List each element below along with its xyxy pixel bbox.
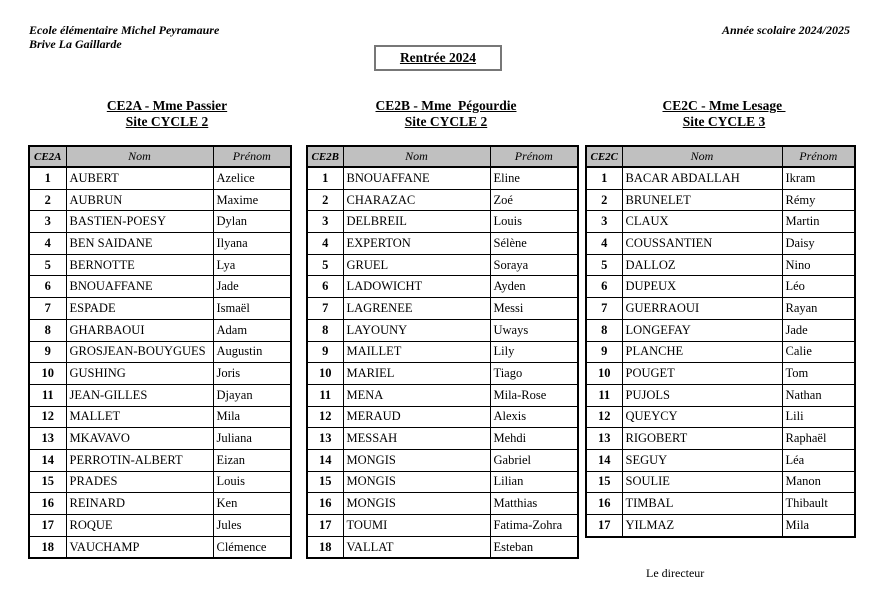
class-teacher: CE2C - Mme Lesage	[662, 98, 786, 113]
class-list-ce2b	[306, 145, 579, 559]
student-last-name: MESSAH	[343, 428, 490, 450]
student-last-name: ROQUE	[66, 515, 213, 537]
student-first-name: Daisy	[782, 233, 855, 255]
student-first-name: Jules	[213, 515, 291, 537]
table-row	[307, 189, 578, 211]
table-row	[307, 471, 578, 493]
student-last-name: MONGIS	[343, 449, 490, 471]
student-last-name: COUSSANTIEN	[622, 233, 782, 255]
student-first-name: Martin	[782, 211, 855, 233]
student-last-name: VAUCHAMP	[66, 536, 213, 558]
student-number: 16	[307, 493, 343, 515]
table-row	[586, 211, 855, 233]
student-number: 11	[307, 384, 343, 406]
student-number: 2	[307, 189, 343, 211]
student-last-name: YILMAZ	[622, 515, 782, 537]
class-site: Site CYCLE 3	[682, 114, 766, 129]
student-last-name: BACAR ABDALLAH	[622, 167, 782, 189]
student-first-name: Adam	[213, 319, 291, 341]
table-row	[586, 384, 855, 406]
student-first-name: Eizan	[213, 449, 291, 471]
student-number: 5	[586, 254, 622, 276]
table-row	[586, 493, 855, 515]
student-first-name: Louis	[490, 211, 578, 233]
student-number: 6	[307, 276, 343, 298]
prenom-header: Prénom	[782, 146, 855, 167]
table-row	[307, 536, 578, 558]
student-last-name: MONGIS	[343, 493, 490, 515]
table-row	[586, 276, 855, 298]
table-row	[586, 298, 855, 320]
school-city: Brive La Gaillarde	[29, 37, 122, 51]
table-row	[586, 233, 855, 255]
student-first-name: Dylan	[213, 211, 291, 233]
student-first-name: Ilyana	[213, 233, 291, 255]
prenom-header: Prénom	[490, 146, 578, 167]
student-number: 4	[307, 233, 343, 255]
student-number: 4	[586, 233, 622, 255]
student-number: 3	[29, 211, 66, 233]
student-first-name: Augustin	[213, 341, 291, 363]
student-number: 7	[586, 298, 622, 320]
student-number: 5	[29, 254, 66, 276]
table-row	[307, 428, 578, 450]
student-number: 9	[586, 341, 622, 363]
student-number: 18	[29, 536, 66, 558]
student-number: 7	[29, 298, 66, 320]
student-last-name: BERNOTTE	[66, 254, 213, 276]
student-first-name: Lili	[782, 406, 855, 428]
student-last-name: TOUMI	[343, 515, 490, 537]
table-header-row	[586, 146, 855, 167]
student-last-name: POUGET	[622, 363, 782, 385]
table-row	[586, 319, 855, 341]
student-first-name: Maxime	[213, 189, 291, 211]
student-first-name: Louis	[213, 471, 291, 493]
student-number: 12	[307, 406, 343, 428]
student-last-name: BEN SAIDANE	[66, 233, 213, 255]
nom-header: Nom	[66, 146, 213, 167]
student-first-name: Sélène	[490, 233, 578, 255]
table-row	[307, 384, 578, 406]
student-last-name: PRADES	[66, 471, 213, 493]
table-row	[29, 276, 291, 298]
table-row	[29, 384, 291, 406]
table-row	[307, 167, 578, 189]
class-site: Site CYCLE 2	[125, 114, 209, 129]
student-number: 8	[586, 319, 622, 341]
student-last-name: MERAUD	[343, 406, 490, 428]
table-row	[307, 515, 578, 537]
student-last-name: MONGIS	[343, 471, 490, 493]
table-row	[29, 363, 291, 385]
student-number: 6	[29, 276, 66, 298]
class-list-ce2c	[585, 145, 856, 538]
student-last-name: LADOWICHT	[343, 276, 490, 298]
student-first-name: Clémence	[213, 536, 291, 558]
school-header	[29, 23, 219, 51]
student-last-name: TIMBAL	[622, 493, 782, 515]
student-number: 13	[307, 428, 343, 450]
table-row	[586, 428, 855, 450]
student-number: 5	[307, 254, 343, 276]
student-last-name: GHARBAOUI	[66, 319, 213, 341]
student-last-name: GUERRAOUI	[622, 298, 782, 320]
student-last-name: REINARD	[66, 493, 213, 515]
student-number: 15	[29, 471, 66, 493]
student-number: 2	[586, 189, 622, 211]
table-row	[307, 341, 578, 363]
student-number: 9	[307, 341, 343, 363]
student-number: 1	[586, 167, 622, 189]
table-row	[307, 298, 578, 320]
student-first-name: Tiago	[490, 363, 578, 385]
student-last-name: ESPADE	[66, 298, 213, 320]
student-last-name: CHARAZAC	[343, 189, 490, 211]
table-row	[586, 363, 855, 385]
student-first-name: Nathan	[782, 384, 855, 406]
student-first-name: Calie	[782, 341, 855, 363]
nom-header: Nom	[622, 146, 782, 167]
student-number: 1	[307, 167, 343, 189]
student-last-name: PERROTIN-ALBERT	[66, 449, 213, 471]
table-row	[29, 428, 291, 450]
student-first-name: Ismaël	[213, 298, 291, 320]
student-number: 10	[29, 363, 66, 385]
student-last-name: SEGUY	[622, 449, 782, 471]
table-row	[29, 341, 291, 363]
class-teacher: CE2A - Mme Passier	[106, 98, 228, 113]
student-number: 9	[29, 341, 66, 363]
student-first-name: Ken	[213, 493, 291, 515]
table-header-row	[307, 146, 578, 167]
table-row	[307, 493, 578, 515]
student-number: 1	[29, 167, 66, 189]
student-last-name: MENA	[343, 384, 490, 406]
student-number: 10	[586, 363, 622, 385]
student-number: 3	[586, 211, 622, 233]
table-row	[586, 167, 855, 189]
student-last-name: BRUNELET	[622, 189, 782, 211]
table-row	[29, 536, 291, 558]
student-last-name: MARIEL	[343, 363, 490, 385]
table-row	[29, 449, 291, 471]
student-number: 13	[29, 428, 66, 450]
student-first-name: Juliana	[213, 428, 291, 450]
student-number: 6	[586, 276, 622, 298]
table-row	[29, 233, 291, 255]
student-last-name: SOULIE	[622, 471, 782, 493]
student-first-name: Ikram	[782, 167, 855, 189]
class-title-ce2b	[326, 98, 566, 130]
student-first-name: Soraya	[490, 254, 578, 276]
table-row	[307, 406, 578, 428]
student-last-name: DALLOZ	[622, 254, 782, 276]
table-row	[307, 363, 578, 385]
student-last-name: GUSHING	[66, 363, 213, 385]
table-row	[586, 341, 855, 363]
student-first-name: Léa	[782, 449, 855, 471]
student-number: 16	[586, 493, 622, 515]
student-first-name: Lilian	[490, 471, 578, 493]
table-row	[29, 493, 291, 515]
student-last-name: BNOUAFFANE	[66, 276, 213, 298]
student-first-name: Zoé	[490, 189, 578, 211]
document-title: Rentrée 2024	[399, 50, 477, 65]
student-first-name: Mila-Rose	[490, 384, 578, 406]
student-first-name: Léo	[782, 276, 855, 298]
student-number: 17	[586, 515, 622, 537]
table-row	[307, 276, 578, 298]
student-last-name: LAGRENEE	[343, 298, 490, 320]
table-header-row	[29, 146, 291, 167]
student-first-name: Ayden	[490, 276, 578, 298]
table-row	[307, 254, 578, 276]
student-last-name: DELBREIL	[343, 211, 490, 233]
student-number: 14	[307, 449, 343, 471]
student-first-name: Matthias	[490, 493, 578, 515]
student-first-name: Mila	[782, 515, 855, 537]
student-first-name: Jade	[213, 276, 291, 298]
class-title-ce2c	[604, 98, 844, 130]
student-first-name: Mila	[213, 406, 291, 428]
student-first-name: Mehdi	[490, 428, 578, 450]
student-number: 2	[29, 189, 66, 211]
student-first-name: Eline	[490, 167, 578, 189]
student-last-name: VALLAT	[343, 536, 490, 558]
table-row	[29, 515, 291, 537]
student-last-name: DUPEUX	[622, 276, 782, 298]
table-row	[307, 211, 578, 233]
student-first-name: Gabriel	[490, 449, 578, 471]
student-first-name: Lya	[213, 254, 291, 276]
class-list-ce2a	[28, 145, 292, 559]
student-number: 4	[29, 233, 66, 255]
student-first-name: Thibault	[782, 493, 855, 515]
student-number: 7	[307, 298, 343, 320]
student-last-name: CLAUX	[622, 211, 782, 233]
student-last-name: JEAN-GILLES	[66, 384, 213, 406]
student-first-name: Lily	[490, 341, 578, 363]
table-row	[586, 471, 855, 493]
student-last-name: BNOUAFFANE	[343, 167, 490, 189]
student-last-name: AUBERT	[66, 167, 213, 189]
prenom-header: Prénom	[213, 146, 291, 167]
student-first-name: Rémy	[782, 189, 855, 211]
student-last-name: LONGEFAY	[622, 319, 782, 341]
table-row	[29, 319, 291, 341]
student-first-name: Azelice	[213, 167, 291, 189]
student-last-name: PUJOLS	[622, 384, 782, 406]
table-row	[29, 406, 291, 428]
student-last-name: RIGOBERT	[622, 428, 782, 450]
student-last-name: EXPERTON	[343, 233, 490, 255]
student-first-name: Uways	[490, 319, 578, 341]
student-last-name: GRUEL	[343, 254, 490, 276]
director-signature-label: Le directeur	[646, 566, 705, 580]
student-first-name: Djayan	[213, 384, 291, 406]
student-number: 18	[307, 536, 343, 558]
table-row	[29, 211, 291, 233]
nom-header: Nom	[343, 146, 490, 167]
table-row	[29, 298, 291, 320]
table-row	[586, 449, 855, 471]
student-number: 11	[586, 384, 622, 406]
table-row	[586, 254, 855, 276]
student-first-name: Rayan	[782, 298, 855, 320]
student-last-name: MKAVAVO	[66, 428, 213, 450]
student-number: 12	[586, 406, 622, 428]
student-first-name: Nino	[782, 254, 855, 276]
student-number: 15	[307, 471, 343, 493]
class-teacher: CE2B - Mme Pégourdie	[375, 98, 517, 113]
table-row	[586, 406, 855, 428]
table-row	[307, 319, 578, 341]
student-last-name: AUBRUN	[66, 189, 213, 211]
student-number: 17	[307, 515, 343, 537]
table-row	[307, 449, 578, 471]
school-name: Ecole élémentaire Michel Peyramaure	[29, 23, 220, 37]
student-last-name: PLANCHE	[622, 341, 782, 363]
student-number: 16	[29, 493, 66, 515]
student-number: 15	[586, 471, 622, 493]
student-number: 13	[586, 428, 622, 450]
student-first-name: Raphaël	[782, 428, 855, 450]
table-row	[307, 233, 578, 255]
student-first-name: Tom	[782, 363, 855, 385]
student-number: 12	[29, 406, 66, 428]
student-last-name: MALLET	[66, 406, 213, 428]
class-code-header: CE2A	[29, 146, 66, 167]
table-row	[29, 189, 291, 211]
student-last-name: LAYOUNY	[343, 319, 490, 341]
class-code-header: CE2C	[586, 146, 622, 167]
student-last-name: MAILLET	[343, 341, 490, 363]
table-row	[29, 471, 291, 493]
student-number: 8	[29, 319, 66, 341]
student-number: 14	[29, 449, 66, 471]
student-number: 17	[29, 515, 66, 537]
class-title-ce2a	[47, 98, 287, 130]
student-first-name: Joris	[213, 363, 291, 385]
document-title-box	[374, 45, 502, 71]
student-number: 3	[307, 211, 343, 233]
student-number: 10	[307, 363, 343, 385]
table-row	[29, 167, 291, 189]
student-last-name: BASTIEN-POESY	[66, 211, 213, 233]
table-row	[586, 189, 855, 211]
school-year: Année scolaire 2024/2025	[722, 23, 850, 37]
table-row	[29, 254, 291, 276]
student-first-name: Fatima-Zohra	[490, 515, 578, 537]
student-number: 11	[29, 384, 66, 406]
student-first-name: Messi	[490, 298, 578, 320]
student-first-name: Alexis	[490, 406, 578, 428]
student-number: 14	[586, 449, 622, 471]
student-number: 8	[307, 319, 343, 341]
student-first-name: Jade	[782, 319, 855, 341]
class-code-header: CE2B	[307, 146, 343, 167]
table-row	[586, 515, 855, 537]
student-first-name: Esteban	[490, 536, 578, 558]
student-last-name: GROSJEAN-BOUYGUES	[66, 341, 213, 363]
student-first-name: Manon	[782, 471, 855, 493]
class-site: Site CYCLE 2	[404, 114, 488, 129]
student-last-name: QUEYCY	[622, 406, 782, 428]
